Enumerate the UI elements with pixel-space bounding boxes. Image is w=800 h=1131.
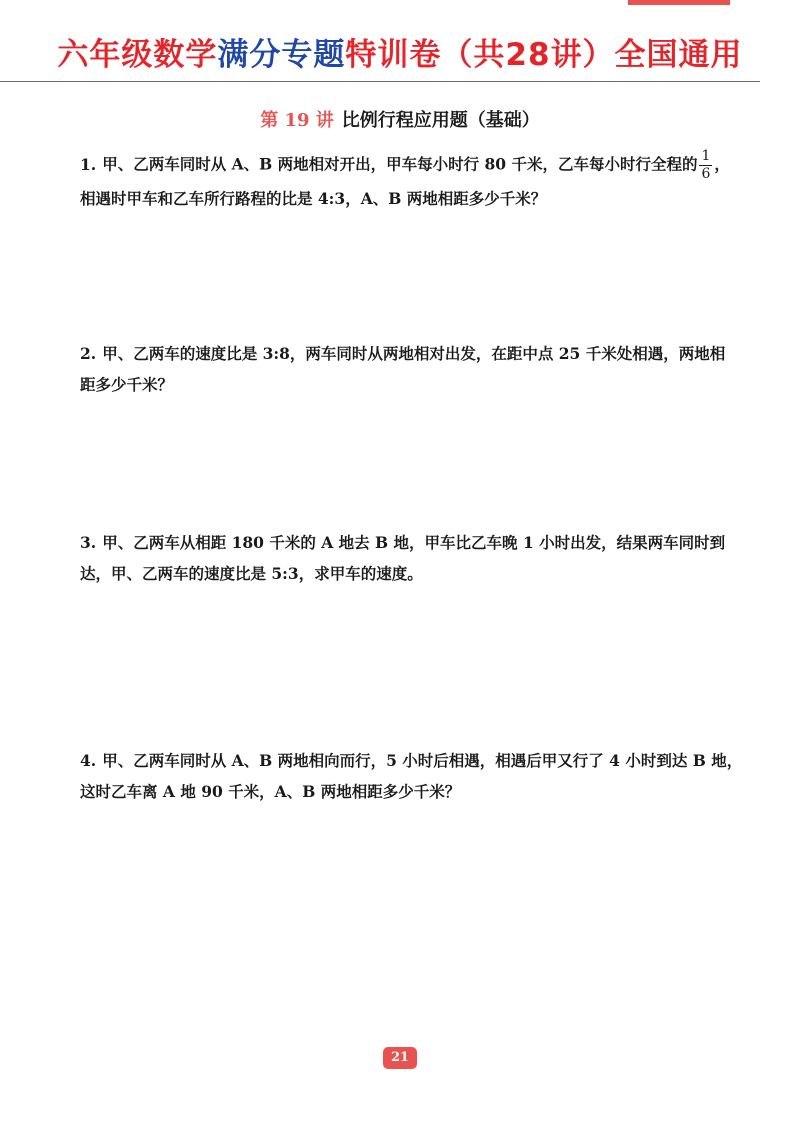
question-3-line-1 <box>80 527 728 558</box>
question-1-text-a: 甲、乙两车同时从 A、B 两地相对开出，甲车每小时行 80 千米，乙车每小时行全程的 <box>102 154 698 174</box>
question-2-line-2: 距多少千米？ <box>80 375 174 394</box>
lecture-number: 第 19 讲 <box>260 110 334 131</box>
fraction-numerator: 1 <box>701 148 711 164</box>
question-1-number: 1. <box>80 154 97 174</box>
question-3-text: 甲、乙两车从相距 180 千米的 A 地去 B 地，甲车比乙车晚 1 小时出发，结果两车同时到 <box>102 533 726 552</box>
question-1-line-2: 相遇时甲车和乙车所行路程的比是 4:3，A、B 两地相距多少千米？ <box>80 189 547 208</box>
question-1 <box>80 148 728 214</box>
top-accent-bar <box>628 0 730 5</box>
fraction-denominator: 6 <box>701 166 711 182</box>
question-4-number: 4. <box>80 751 97 770</box>
question-3-number: 3. <box>80 533 97 552</box>
banner-divider <box>0 81 760 82</box>
question-2-text: 甲、乙两车的速度比是 3:8，两车同时从两地相对出发，在距中点 25 千米处相遇，两地相 <box>102 344 726 363</box>
banner-part-4: 28 <box>505 37 551 73</box>
question-3-line-2: 达，甲、乙两车的速度比是 5:3，求甲车的速度。 <box>80 564 423 583</box>
page-number-badge: 21 <box>383 1047 417 1069</box>
question-1-text-b: ， <box>714 154 730 174</box>
banner-part-3: 特训卷（共 <box>345 37 506 73</box>
banner-part-5: 讲）全国通用 <box>550 37 743 73</box>
fraction <box>699 148 712 183</box>
question-4-line-1 <box>80 745 743 776</box>
lecture-title: 比例行程应用题（基础） <box>341 110 540 131</box>
question-2 <box>80 338 728 400</box>
question-3 <box>80 527 728 589</box>
page-banner <box>0 34 800 76</box>
lecture-heading <box>0 106 800 132</box>
question-4-text: 甲、乙两车同时从 A、B 两地相向而行，5 小时后相遇，相遇后甲又行了 4 小时到达 B 地， <box>102 751 743 770</box>
question-1-line-1 <box>80 148 728 183</box>
question-4 <box>80 745 743 807</box>
question-2-line-1 <box>80 338 728 369</box>
banner-part-1: 六年级数学 <box>57 37 218 73</box>
question-2-number: 2. <box>80 344 97 363</box>
question-4-line-2: 这时乙车离 A 地 90 千米，A、B 两地相距多少千米？ <box>80 782 461 801</box>
banner-part-2: 满分专题 <box>217 37 346 73</box>
